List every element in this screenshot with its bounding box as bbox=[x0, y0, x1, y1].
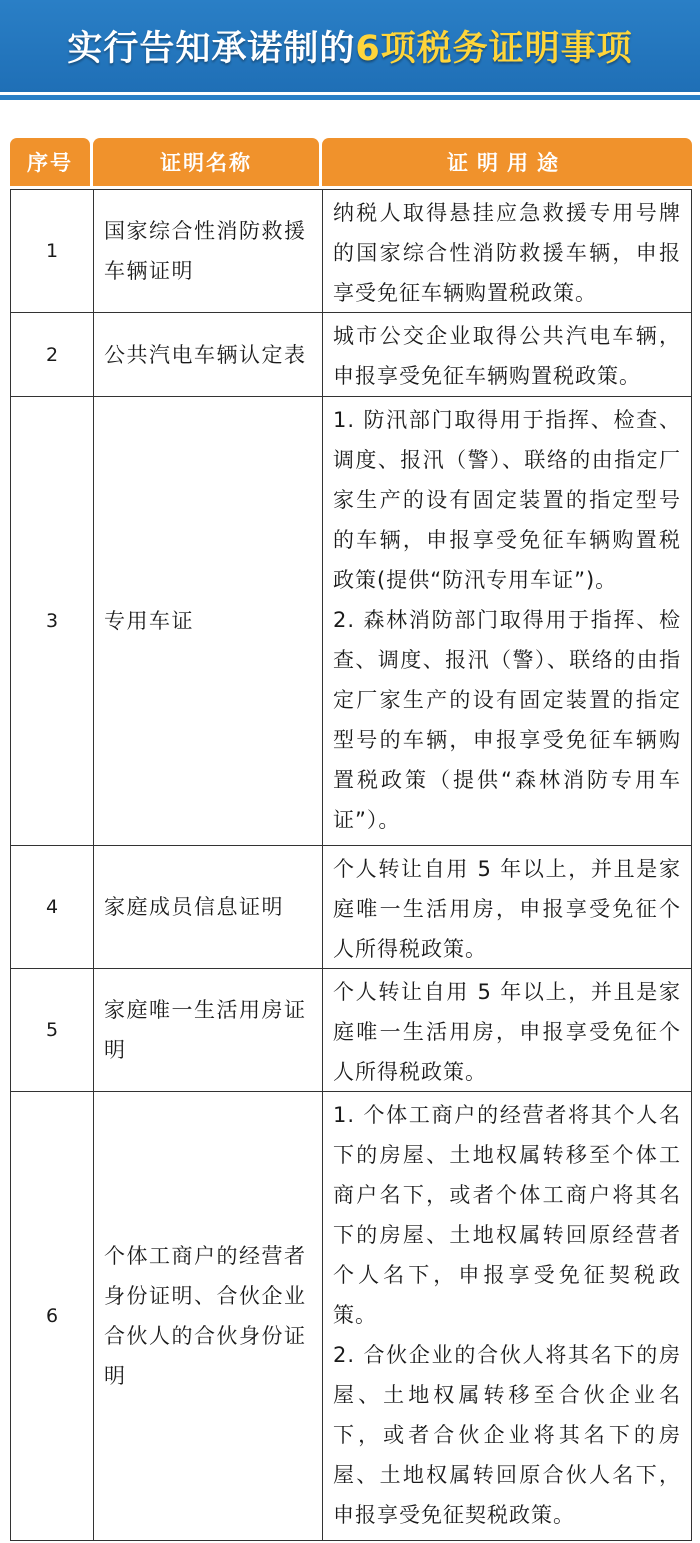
title-main: 实行告知承诺制的 bbox=[67, 29, 356, 69]
row-cert-name: 个体工商户的经营者身份证明、合伙企业合伙人的合伙身份证明 bbox=[94, 1092, 323, 1540]
row-cert-usage bbox=[323, 846, 691, 968]
header-cert-usage: 证明用途 bbox=[322, 138, 692, 186]
usage-paragraph: 城市公交企业取得公共汽电车辆，申报享受免征车辆购置税政策。 bbox=[333, 324, 681, 388]
table-row bbox=[11, 397, 691, 846]
table-row bbox=[11, 313, 691, 397]
title-divider bbox=[0, 95, 700, 100]
row-cert-name: 家庭唯一生活用房证明 bbox=[94, 969, 323, 1091]
row-cert-usage bbox=[323, 1092, 691, 1540]
row-number: 1 bbox=[11, 190, 94, 312]
usage-paragraph: 2. 森林消防部门取得用于指挥、检查、调度、报汛（警）、联络的由指定厂家生产的设有固定装置的指定型号的车辆，申报享受免征车辆购置税政策（提供“森林消防专用车证”）。 bbox=[333, 608, 681, 832]
row-cert-usage bbox=[323, 313, 691, 396]
table-header bbox=[10, 138, 692, 186]
usage-paragraph: 个人转让自用 5 年以上，并且是家庭唯一生活用房，申报享受免征个人所得税政策。 bbox=[333, 857, 681, 961]
header-number: 序号 bbox=[10, 138, 90, 186]
usage-paragraph: 个人转让自用 5 年以上，并且是家庭唯一生活用房，申报享受免征个人所得税政策。 bbox=[333, 980, 681, 1084]
table-row bbox=[11, 846, 691, 969]
usage-paragraph: 2. 合伙企业的合伙人将其名下的房屋、土地权属转移至合伙企业名下，或者合伙企业将其名下的房屋、土地权属转回原合伙人名下，申报享受免征契税政策。 bbox=[333, 1343, 681, 1527]
row-number: 2 bbox=[11, 313, 94, 396]
row-cert-usage bbox=[323, 190, 691, 312]
row-cert-name: 专用车证 bbox=[94, 397, 323, 845]
usage-paragraph: 纳税人取得悬挂应急救援专用号牌的国家综合性消防救援车辆，申报享受免征车辆购置税政策。 bbox=[333, 201, 681, 305]
row-number: 6 bbox=[11, 1092, 94, 1540]
row-cert-name: 家庭成员信息证明 bbox=[94, 846, 323, 968]
header-cert-name: 证明名称 bbox=[93, 138, 319, 186]
usage-paragraph: 1. 防汛部门取得用于指挥、检查、调度、报汛（警）、联络的由指定厂家生产的设有固定装置的指定型号的车辆，申报享受免征车辆购置税政策(提供“防汛专用车证”)。 bbox=[333, 408, 681, 592]
cert-table bbox=[10, 189, 692, 1541]
row-number: 4 bbox=[11, 846, 94, 968]
row-cert-usage bbox=[323, 397, 691, 845]
page-title bbox=[67, 21, 632, 71]
table-row bbox=[11, 189, 691, 313]
row-number: 3 bbox=[11, 397, 94, 845]
title-accent: 6项税务证明事项 bbox=[355, 29, 633, 69]
table-row bbox=[11, 1092, 691, 1541]
table-row bbox=[11, 969, 691, 1092]
row-cert-name: 公共汽电车辆认定表 bbox=[94, 313, 323, 396]
row-number: 5 bbox=[11, 969, 94, 1091]
title-banner bbox=[0, 0, 700, 92]
usage-paragraph: 1. 个体工商户的经营者将其个人名下的房屋、土地权属转移至个体工商户名下，或者个体工商户将其名下的房屋、土地权属转回原经营者个人名下，申报享受免征契税政策。 bbox=[333, 1103, 681, 1327]
row-cert-name: 国家综合性消防救援车辆证明 bbox=[94, 190, 323, 312]
row-cert-usage bbox=[323, 969, 691, 1091]
